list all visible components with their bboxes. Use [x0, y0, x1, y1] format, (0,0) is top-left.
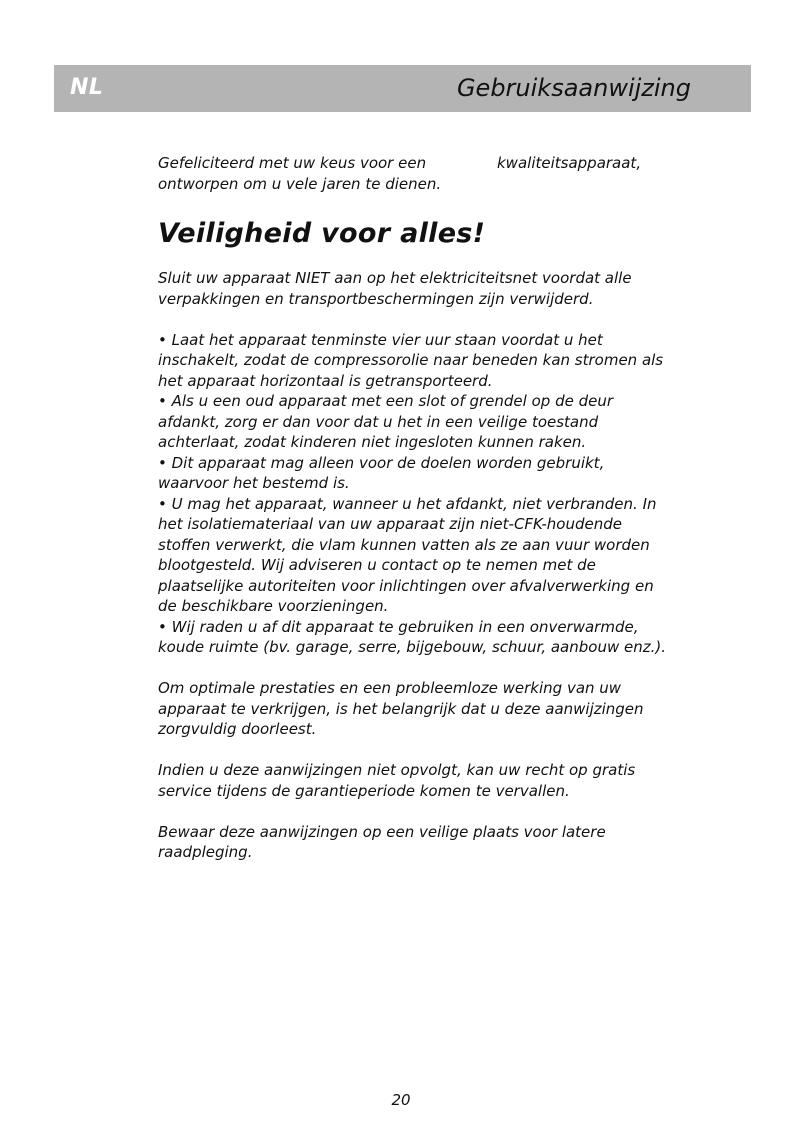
paragraph-performance: Om optimale prestaties en een probleemloze werking van uw apparaat te verkrijgen, is het belangrijk dat u deze aanwijzingen zorgvuldig doorleest. [158, 679, 644, 738]
safety-bullet-list [158, 330, 668, 658]
intro-text [158, 153, 668, 194]
page-number: 20 [391, 1091, 411, 1109]
bullet-item: • Als u een oud apparaat met een slot of grendel op de deur afdankt, zorg er dan voor dat u het in een veilige toestand achterlaat, zodat kinderen niet ingesloten kunnen raken. [158, 392, 614, 451]
bullet-item: • Wij raden u af dit apparaat te gebruiken in een onverwarmde, koude ruimte (bv. garage, serre, bijgebouw, schuur, aanbouw enz.). [158, 617, 666, 656]
language-code: NL [70, 75, 104, 100]
intro-line2: ontworpen om u vele jaren te dienen. [158, 174, 442, 193]
paragraph-keep-instructions: Bewaar deze aanwijzingen op een veilige plaats voor latere raadpleging. [158, 822, 606, 861]
document-title: Gebruiksaanwijzing [456, 74, 691, 102]
main-content [158, 153, 668, 883]
paragraph-disconnect: Sluit uw apparaat NIET aan op het elektriciteitsnet voordat alle verpakkingen en transportbeschermingen zijn verwijderd. [158, 269, 632, 308]
section-heading: Veiligheid voor alles! [158, 218, 486, 249]
intro-line1-right: kwaliteitsapparaat, [497, 154, 642, 172]
bullet-item: • Dit apparaat mag alleen voor de doelen worden gebruikt, waarvoor het bestemd is. [158, 453, 605, 492]
header-bar [54, 65, 751, 112]
paragraph-warranty: Indien u deze aanwijzingen niet opvolgt, kan uw recht op gratis service tijdens de garantieperiode komen te vervallen. [158, 761, 636, 800]
bullet-item: • Laat het apparaat tenminste vier uur staan voordat u het inschakelt, zodat de compressorolie naar beneden kan stromen als het apparaat horizontaal is getransporteerd. [158, 330, 664, 390]
bullet-item: • U mag het apparaat, wanneer u het afdankt, niet verbranden. In het isolatiemateriaal van uw apparaat zijn niet-CFK-houdende stoffen verwerkt, die vlam kunnen vatten als ze aan vuur worden blootgesteld. Wij adviseren u contact op te nemen met de plaatselijke autoriteiten voor inlichtingen over afvalverwerking en de beschikbare voorzieningen. [158, 494, 657, 615]
intro-line1-left: Gefeliciteerd met uw keus voor een [158, 154, 427, 172]
